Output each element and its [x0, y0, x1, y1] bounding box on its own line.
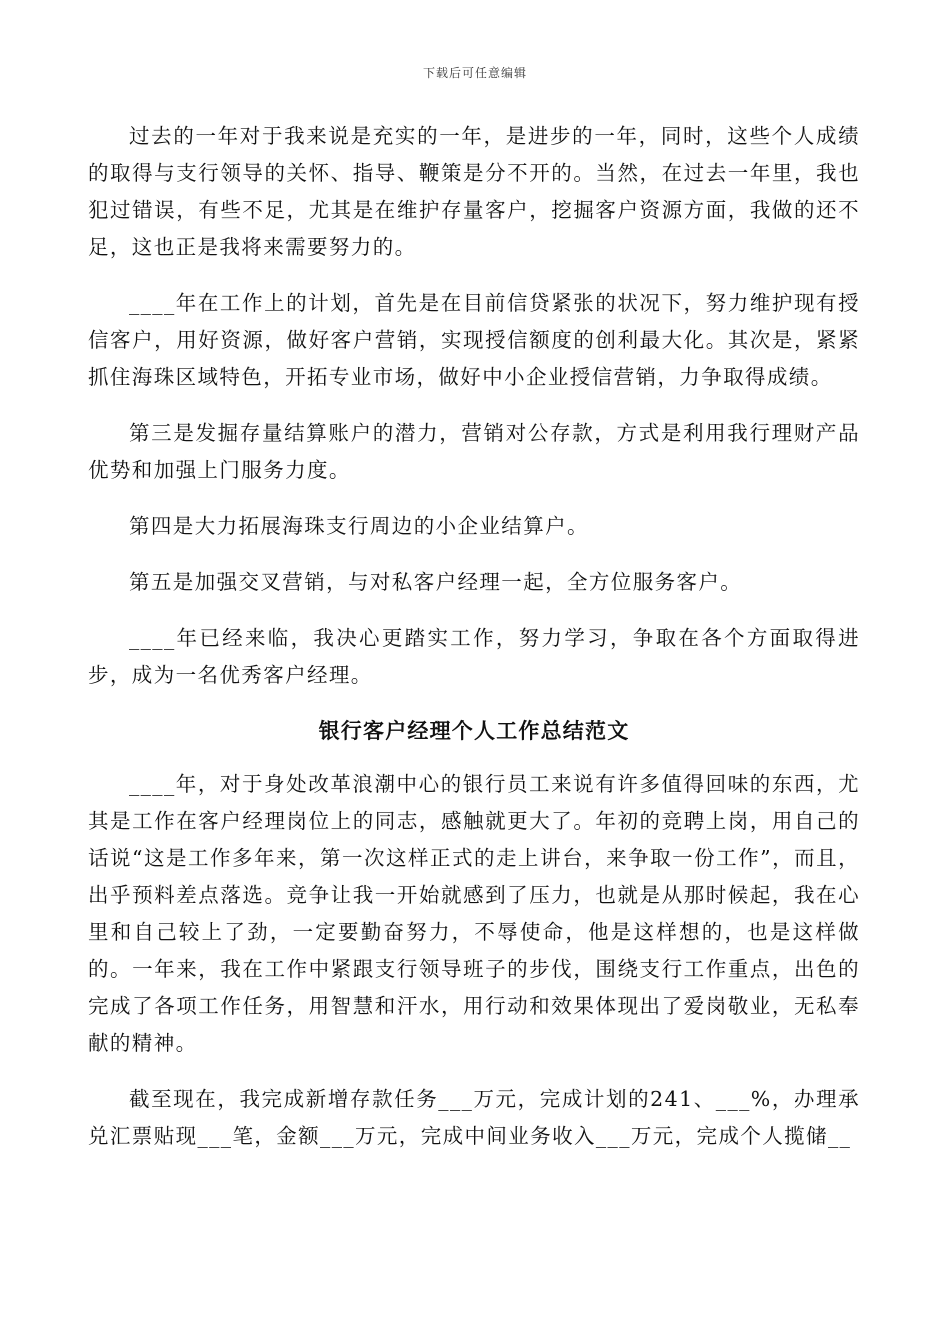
paragraph-third: 第三是发掘存量结算账户的潜力，营销对公存款，方式是利用我行理财产品优势和加强上门服务力度。 [88, 421, 860, 482]
paragraph-review: 过去的一年对于我来说是充实的一年，是进步的一年，同时，这些个人成绩的取得与支行领导的关怀、指导、鞭策是分不开的。当然，在过去一年里，我也犯过错误，有些不足，尤其是在维护存量客户，挖掘客户资源方面，我做的还不足，这也正是我将来需要努力的。 [88, 124, 860, 259]
paragraph-fourth: 第四是大力拓展海珠支行周边的小企业结算户。 [129, 514, 589, 538]
paragraph-achievements: 截至现在，我完成新增存款任务___万元，完成计划的241、___%，办理承兑汇票贴现___笔，金额___万元，完成中间业务收入___万元，完成个人揽储__ [88, 1087, 860, 1148]
page-header: 下载后可任意编辑 [422, 66, 527, 80]
paragraph-intro: ____年，对于身处改革浪潮中心的银行员工来说有许多值得回味的东西，尤其是工作在客户经理岗位上的同志，感触就更大了。年初的竞聘上岗，用自己的话说“这是工作多年来，第一次这样正式的走上讲台，来争取一份工作”，而且，出乎预料差点落选。竞争让我一开始就感到了压力，也就是从那时候起，我在心里和自己较上了劲，一定要勤奋努力，不辱使命，他是这样想的，也是这样做的。一年来，我在工作中紧跟支行领导班子的步伐，围绕支行工作重点，出色的完成了各项工作任务，用智慧和汗水，用行动和效果体现出了爱岗敬业，无私奉献的精神。 [88, 772, 860, 1055]
paragraph-plan: ____年在工作上的计划，首先是在目前信贷紧张的状况下，努力维护现有授信客户，用好资源，做好客户营销，实现授信额度的创利最大化。其次是，紧紧抓住海珠区域特色，开拓专业市场，做好中小企业授信营销，力争取得成绩。 [88, 291, 860, 389]
paragraph-fifth: 第五是加强交叉营销，与对私客户经理一起，全方位服务客户。 [129, 570, 743, 594]
document-body [88, 118, 860, 1174]
paragraph-closing: ____年已经来临，我决心更踏实工作，努力学习，争取在各个方面取得进步，成为一名优秀客户经理。 [88, 626, 860, 687]
section-title: 银行客户经理个人工作总结范文 [318, 719, 630, 743]
